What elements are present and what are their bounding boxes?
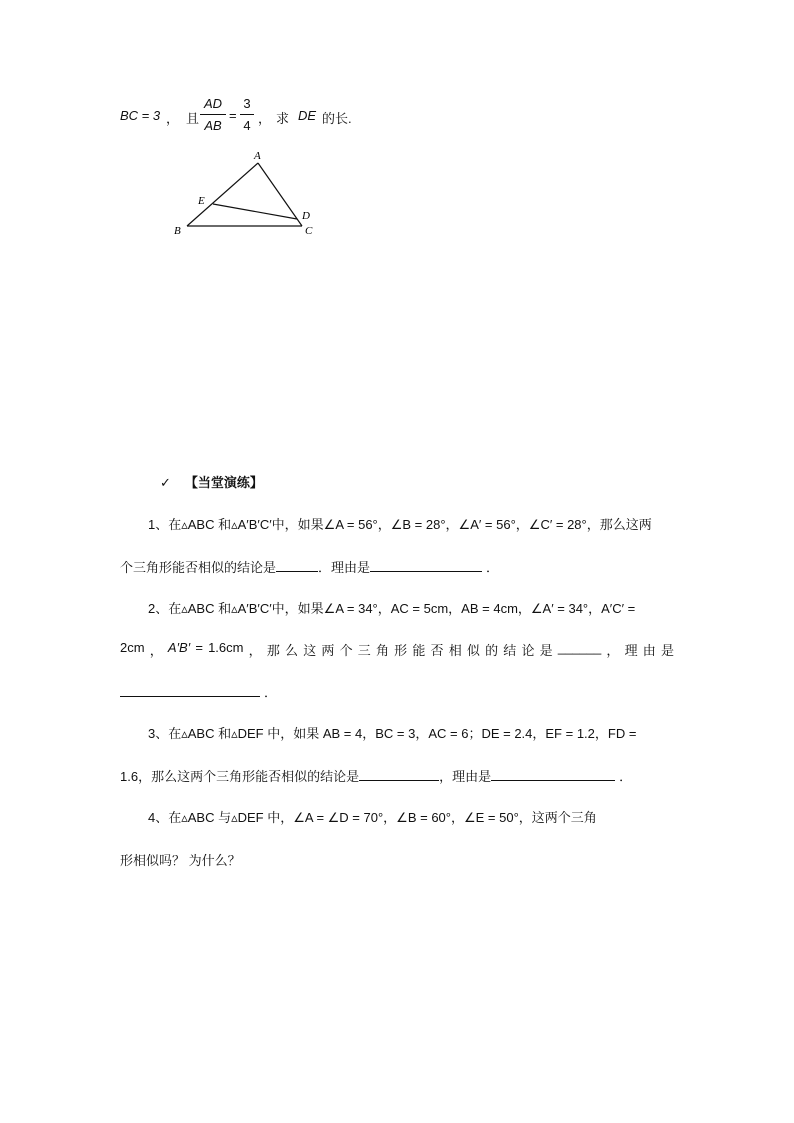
q2-word: 相 <box>448 643 462 658</box>
q2-word: 这 <box>303 643 317 658</box>
q3-text-b: ，理由是 <box>439 769 492 784</box>
separator: ， <box>258 111 272 126</box>
q2-text-end: ． <box>264 685 278 700</box>
fraction-numerator: AD <box>203 96 223 111</box>
q2-word: ， <box>248 643 262 658</box>
q1-text-a: 个三角形能否相似的结论是 <box>120 560 277 575</box>
fraction-denominator: 4 <box>243 118 251 133</box>
q2-word: 的 <box>485 643 499 658</box>
q2-word: 2cm <box>120 640 145 655</box>
q3-text-a: 1.6，那么这两个三角形能否相似的结论是 <box>120 769 360 784</box>
q2-word: 三 <box>357 643 371 658</box>
q2-word: = <box>195 640 203 655</box>
q2-word: 形 <box>394 643 408 658</box>
q2-word: 个 <box>339 643 353 658</box>
q2-word: A′B′ <box>167 640 191 655</box>
answer-blank[interactable] <box>359 768 439 781</box>
q2-word: 1.6cm <box>208 640 244 655</box>
q4-line-1: 4、在▵ABC 与▵DEF 中，∠A = ∠D = 70°，∠B = 60°，∠E = 50°，这两个三角 <box>148 810 597 825</box>
answer-blank[interactable] <box>370 559 482 572</box>
q1-line-1: 1、在▵ABC 和▵A′B′C′中，如果∠A = 56°，∠B = 28°，∠A′ = 56°，∠C′ = 28°，那么这两 <box>148 517 652 532</box>
q1-line-2 <box>120 557 499 576</box>
q3-line-2 <box>120 766 632 785</box>
q2-word: 论 <box>521 643 535 658</box>
q2-word: 理 <box>624 643 638 658</box>
answer-blank[interactable] <box>120 684 260 697</box>
section-heading <box>160 472 263 491</box>
checkmark-icon: ✓ <box>160 475 171 490</box>
q4-line-2: 形相似吗？ 为什么？ <box>120 853 241 868</box>
q2-word: 结 <box>503 643 517 658</box>
q2-line-2 <box>120 640 674 659</box>
fraction-bar <box>200 114 226 115</box>
q2-word: 是 <box>660 643 674 658</box>
q2-line-3 <box>120 682 277 701</box>
vertex-label-e: E <box>198 195 205 207</box>
q1-text-b: ．理由是 <box>318 560 371 575</box>
tail-text: 的长. <box>322 111 352 126</box>
vertex-label-a: A <box>254 150 261 162</box>
fraction-numerator: 3 <box>243 96 251 111</box>
vertex-label-d: D <box>302 210 310 222</box>
q2-word: 否 <box>430 643 444 658</box>
answer-blank[interactable]: ______ <box>557 640 602 655</box>
q2-word: ， <box>606 643 620 658</box>
q3-line-1: 3、在▵ABC 和▵DEF 中，如果 AB = 4，BC = 3，AC = 6；DE = 2.4，EF = 1.2，FD = <box>148 726 637 741</box>
q2-word: ， <box>149 643 163 658</box>
q2-word: 是 <box>539 643 553 658</box>
q1-text-c: ． <box>486 560 500 575</box>
q2-line-1: 2、在▵ABC 和▵A′B′C′中，如果∠A = 34°，AC = 5cm，AB = 4cm，∠A′ = 34°，A′C′ = <box>148 601 636 616</box>
q2-word: 似 <box>466 643 480 658</box>
fraction-bar <box>240 114 254 115</box>
fraction-denominator: AB <box>204 118 222 133</box>
answer-blank[interactable] <box>491 768 615 781</box>
q3-text-c: ． <box>619 769 633 784</box>
equals-sign: = <box>229 108 237 123</box>
vertex-label-b: B <box>174 225 181 237</box>
separator: ， <box>166 111 180 126</box>
section-title: 【当堂演练】 <box>184 475 263 490</box>
q2-word: 么 <box>285 643 299 658</box>
q2-word: 角 <box>375 643 389 658</box>
answer-blank[interactable] <box>276 559 318 572</box>
fraction-ad-ab <box>200 96 226 136</box>
fraction-3-4 <box>240 96 254 136</box>
qie-text: 且 <box>186 111 200 126</box>
q2-word: 能 <box>412 643 426 658</box>
q2-word: 那 <box>266 643 280 658</box>
segment-ed <box>213 204 297 219</box>
q2-word: 两 <box>321 643 335 658</box>
triangle-figure <box>170 145 330 245</box>
q2-word: 由 <box>642 643 656 658</box>
de-variable: DE <box>298 108 317 123</box>
vertex-label-c: C <box>305 225 313 237</box>
bc-equation: BC = 3 <box>120 108 161 123</box>
qiu-text: 求 <box>276 111 290 126</box>
